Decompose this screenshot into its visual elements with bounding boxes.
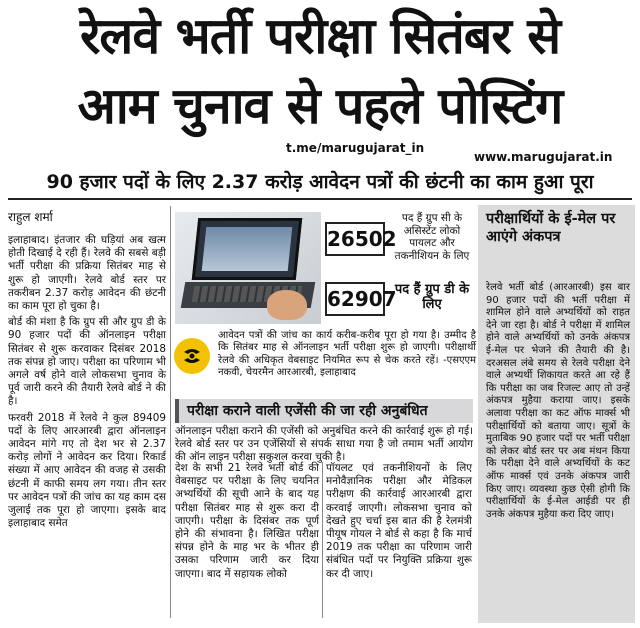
- agency-box-heading: परीक्षा कराने वाली एजेंसी की जा रही अनुबंधित: [175, 399, 473, 423]
- watermark-site: www.marugujarat.in: [474, 150, 613, 164]
- column-divider: [170, 206, 171, 618]
- quote-logo-icon: [174, 338, 210, 374]
- article-column-3: पॉयलट एवं तकनीशियनों के लिए मनोवैज्ञानिक परीक्षा और मेडिकल परीक्षण की कार्रवाई आरआरबी द्वारा करवाई जाएगी। लोकसभा चुनाव को देखते हुए चर्चा इस बात की है रेलमंत्री पीयूष गोयल ने बोर्ड से कहा है कि मार्च 2019 तक परीक्षा का परिणाम जारी संबंधित पदों पर नियुक्ति प्रक्रिया शुरू कर दी जाए।: [326, 462, 472, 580]
- hand: [267, 290, 307, 320]
- official-quote: आवेदन पत्रों की जांच का कार्य करीब-करीब पूरा हो गया है। उम्मीद है कि सितंबर माह से ऑनलाइन भर्ती परीक्षा शुरू हो जाएगी। परीक्षार्थी रेलवे की अधिकृत वेबसाइट नियमित रूप से चेक करते रहें। -एसएएम नकवी, चेयरमैन आरआरबी, इलाहाबाद: [218, 330, 476, 379]
- stat-text-group-c: पद हैं ग्रुप सी के असिस्टेंट लोको पायलट और तकनीशियन के लिए: [394, 212, 470, 262]
- agency-box-text: ऑनलाइन परीक्षा कराने की एजेंसी को अनुबंधित करने की कार्रवाई शुरू हो गई। रेलवे बोर्ड स्तर पर उन एजेंसियों से संपर्क साधा गया है जो तमाम भर्ती आयोग की ऑन लाइन परीक्षा सकुशल करवा चुकी है।: [175, 425, 473, 464]
- subheadline: 90 हजार पदों के लिए 2.37 करोड़ आवेदन पत्रों की छंटनी का काम हुआ पूरा: [46, 171, 594, 193]
- laptop-screen: [192, 218, 303, 280]
- headline-line-2: आम चुनाव से पहले पोस्टिंग: [77, 77, 563, 135]
- stat-text-group-d: पद हैं ग्रुप डी के लिए: [394, 282, 470, 312]
- stat-value-group-d: 62907: [325, 282, 385, 316]
- stat-value-group-c: 26502: [325, 222, 385, 256]
- column-divider: [322, 462, 323, 618]
- laptop-photo: [175, 212, 321, 324]
- paragraph: बोर्ड की मंशा है कि ग्रुप सी और ग्रुप डी के 90 हजार पदों की ऑनलाइन परीक्षा सितंबर से शुरू करवाकर दिसंबर 2018 तक संपन्न हो जाए। परीक्षा का परिणाम भी अगले वर्ष होने वाले लोकसभा चुनाव के पूर्व जारी करने की तैयारी रेलवे बोर्ड ने की है।: [8, 316, 166, 408]
- byline: राहुल शर्मा: [8, 210, 53, 224]
- sidebar-text: रेलवे भर्ती बोर्ड (आरआरबी) इस बार 90 हजार पदों की भर्ती परीक्षा में शामिल होने वाले अभ्यर्थियों को राहत देने जा रहा है। बोर्ड ने परीक्षा में शामिल होने वाले अभ्यर्थियों को उनके अंकपत्र ई-मेल पर भेजने की तैयारी की है। दरअसल लंबे समय से रेलवे परीक्षा देने वाले अभ्यर्थी शिकायत करते आ रहे हैं कि परीक्षा का जब रिजल्ट आए तो उन्हें अंकपत्र मुहैया कराया जाए। इसके अलावा परीक्षा का कट ऑफ मार्क्स भी परीक्षार्थियों को बताया जाए। सूत्रों के मुताबिक 90 हजार पदों पर भर्ती परीक्षा को लेकर बोर्ड स्तर पर अब मंथन किया कि परीक्षा देने वाले अभ्यर्थियों के कट ऑफ मार्क्स एवं उनके अंकपत्र जारी किए जाए। व्यवस्था कुछ ऐसी होगी कि परीक्षार्थियों के ई-मेल आईडी पर ही उनके अंकपत्र मुहैया करा दिए जाए।: [486, 282, 630, 520]
- divider: [8, 198, 632, 200]
- paragraph: फरवरी 2018 में रेलवे ने कुल 89409 पदों के लिए आरआरबी द्वारा ऑनलाइन आवेदन मांगे गए तो देश भर से 2.37 करोड़ लोगों ने आवेदन कर दिया। रिकार्ड संख्या में आए आवेदन की वजह से उसकी छंटनी में काफी समय लग गया। तीन स्तर पर आवेदन पत्रों की जांच का यह काम दस जुलाई तक पूरा हो जाएगा। इसके बाद इलाहाबाद समेत: [8, 411, 166, 530]
- sidebar-heading: परीक्षार्थियों के ई-मेल पर आएंगे अंकपत्र: [486, 211, 616, 245]
- article-column-2: देश के सभी 21 रेलवे भर्ती बोर्ड की वेबसाइट पर परीक्षा के लिए चयनित अभ्यर्थियों की सूची आने के बाद यह परीक्षा सितंबर माह से शुरू करा दी जाएगी। परीक्षा के दिसंबर तक पूर्ण होने की संभावना है। लिखित परीक्षा संपन्न होने के माह भर के भीतर ही उसका परिणाम जारी कर दिया जाएगा। बाद में सहायक लोको: [175, 462, 319, 580]
- article-column-1: [8, 234, 166, 533]
- watermark-handle: t.me/marugujarat_in: [286, 141, 425, 155]
- headline-line-1: रेलवे भर्ती परीक्षा सितंबर से: [79, 7, 561, 65]
- paragraph: इलाहाबाद। इंतजार की घड़ियां अब खत्म होती दिखाई दे रही हैं। रेलवे की सबसे बड़ी भर्ती परीक्षा की प्रक्रिया सितंबर माह से शुरू हो जाएगी। रेलवे बोर्ड स्तर पर तकरीबन 2.37 करोड़ आवेदन की छंटनी का काम पूरा हो चुका है।: [8, 234, 166, 313]
